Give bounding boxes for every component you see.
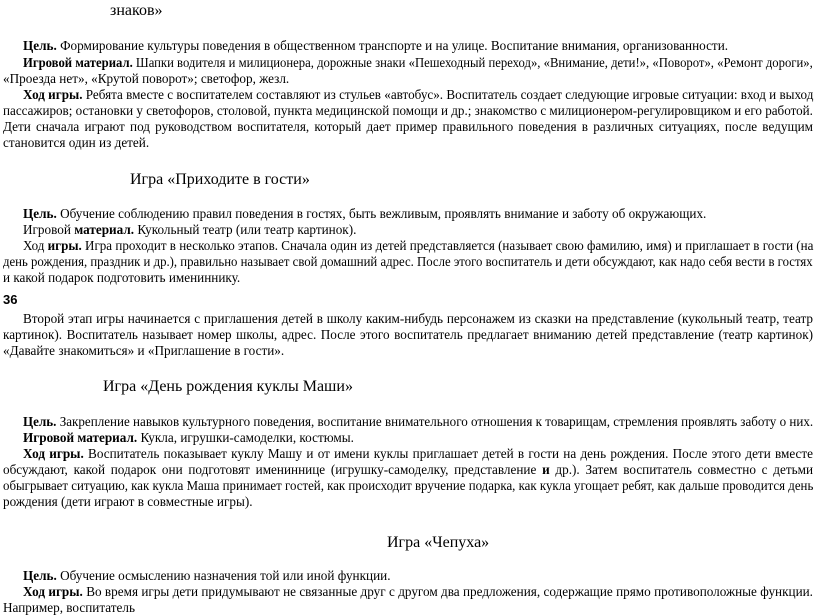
course-text: Игра проходит в несколько этапов. Сначала один из детей представляется (называет свою фамилию, имя) и приглашает в гости (на <box>81 238 814 253</box>
course-text: Во время игры дети придумывают не связанные друг с другом два предложения, содержащие прямо противоположные функции. <box>82 584 813 599</box>
game1-course-3: и какой подарок подготовить имениннику. <box>3 270 241 285</box>
game0-material-1 <box>23 55 813 71</box>
course-text: Воспитатель показывает куклу Машу и от имени куклы приглашает детей в гости на день рождения. После этого дети вместе <box>83 446 813 461</box>
game2-course-1 <box>23 446 813 462</box>
game3-goal <box>23 568 391 584</box>
game2-material <box>23 430 354 446</box>
course-label: Ход игры. <box>23 87 83 102</box>
game1-title: Игра «Приходите в гости» <box>130 171 310 188</box>
material-prefix: Игровой <box>23 222 75 237</box>
game3-course-2: Например, воспитатель <box>3 600 135 615</box>
game1-stage2-2: картинок). Воспитатель называет номер школы, адрес. После этого воспитатель предлагает вниманию детей представление (театр картинок) <box>3 327 813 342</box>
goal-label: Цель. <box>23 206 57 221</box>
game1-course-2: день рождения, праздник и др.), правильно называет свой домашний адрес. После этого воспитатель и дети обсуждают, как надо себя вести в гостях <box>3 254 813 269</box>
game2-goal <box>23 414 813 430</box>
game2-title: Игра «День рождения куклы Маши» <box>103 378 353 395</box>
course-prefix: Ход <box>23 238 48 253</box>
goal-label: Цель. <box>23 38 57 53</box>
game0-material-2: «Проезда нет», «Крутой поворот»; светофор, жезл. <box>3 71 290 86</box>
course-label: Ход игры. <box>23 584 83 599</box>
game0-course-2: пассажиров; остановки у светофоров, столовой, пункта медицинской помощи и др.; знакомство с милиционером-регулировщиком и его работой. <box>3 103 813 118</box>
course-text: Ребята вместе с воспитателем составляют из стульев «автобус». Воспитатель создает следующие игровые ситуации: вход и выход <box>82 87 814 102</box>
game3-course-1 <box>23 584 813 600</box>
game2-course-2 <box>3 462 813 478</box>
game1-stage2-3: «Давайте знакомиться» и «Приглашение в гости». <box>3 343 285 358</box>
game2-course-4: рождения (дети играют в совместные игры). <box>3 494 253 509</box>
material-label: Игровой материал. <box>23 430 138 445</box>
goal-text: Закрепление навыков культурного поведения, воспитание внимательного отношения к товарищам, стремления проявлять заботу о них. <box>56 414 814 429</box>
material-text: Кукла, игрушки-самоделки, костюмы. <box>137 430 354 445</box>
course-text-c: др.). Затем воспитатель совместно с детьми <box>549 462 813 477</box>
material-label: материал. <box>74 222 135 237</box>
goal-label: Цель. <box>23 414 57 429</box>
course-label: игры. <box>47 238 82 253</box>
top-fragment: знаков» <box>110 2 163 19</box>
game0-course-4: становится один из детей. <box>3 135 150 150</box>
game0-goal <box>23 38 728 54</box>
goal-label: Цель. <box>23 568 57 583</box>
goal-text: Формирование культуры поведения в общественном транспорте и на улице. Воспитание внимания, организованности. <box>56 38 729 53</box>
page-number: 36 <box>3 292 18 307</box>
goal-text: Обучение осмыслению назначения той или иной функции. <box>56 568 391 583</box>
course-label: Ход игры. <box>23 446 84 461</box>
material-text: Шапки водителя и милиционера, дорожные знаки «Пешеходный переход», «Внимание, дети!», «Поворот», «Ремонт дороги», <box>132 55 813 70</box>
goal-text: Обучение соблюдению правил поведения в гостях, быть вежливым, проявлять внимание и заботу об окружающих. <box>56 206 707 221</box>
course-text-b: и <box>542 462 550 477</box>
course-text-a: обсуждают, какой подарок они подготовят имениннице (игрушку-самоделку, представление <box>3 462 543 477</box>
game0-course-3: Дети сначала играют под руководством воспитателя, который дает пример правильного поведения в различных ситуациях, после ведущим <box>3 119 813 134</box>
game3-title: Игра «Чепуха» <box>387 534 490 551</box>
game0-course-1 <box>23 87 814 103</box>
game2-course-3: обыгрывает ситуацию, как кукла Маша принимает гостей, как происходит вручение подарка, как кукла угощает ребят, как дальше проводится день <box>3 478 814 493</box>
game1-goal <box>23 206 706 222</box>
material-text: Кукольный театр (или театр картинок). <box>134 222 357 237</box>
material-label: Игровой материал. <box>23 55 133 70</box>
game1-material <box>23 222 356 238</box>
game1-course-1 <box>23 238 814 254</box>
game1-stage2-1: Второй этап игры начинается с приглашения детей в школу каким-нибудь персонажем из сказки на представление (кукольный театр, театр <box>23 311 813 326</box>
